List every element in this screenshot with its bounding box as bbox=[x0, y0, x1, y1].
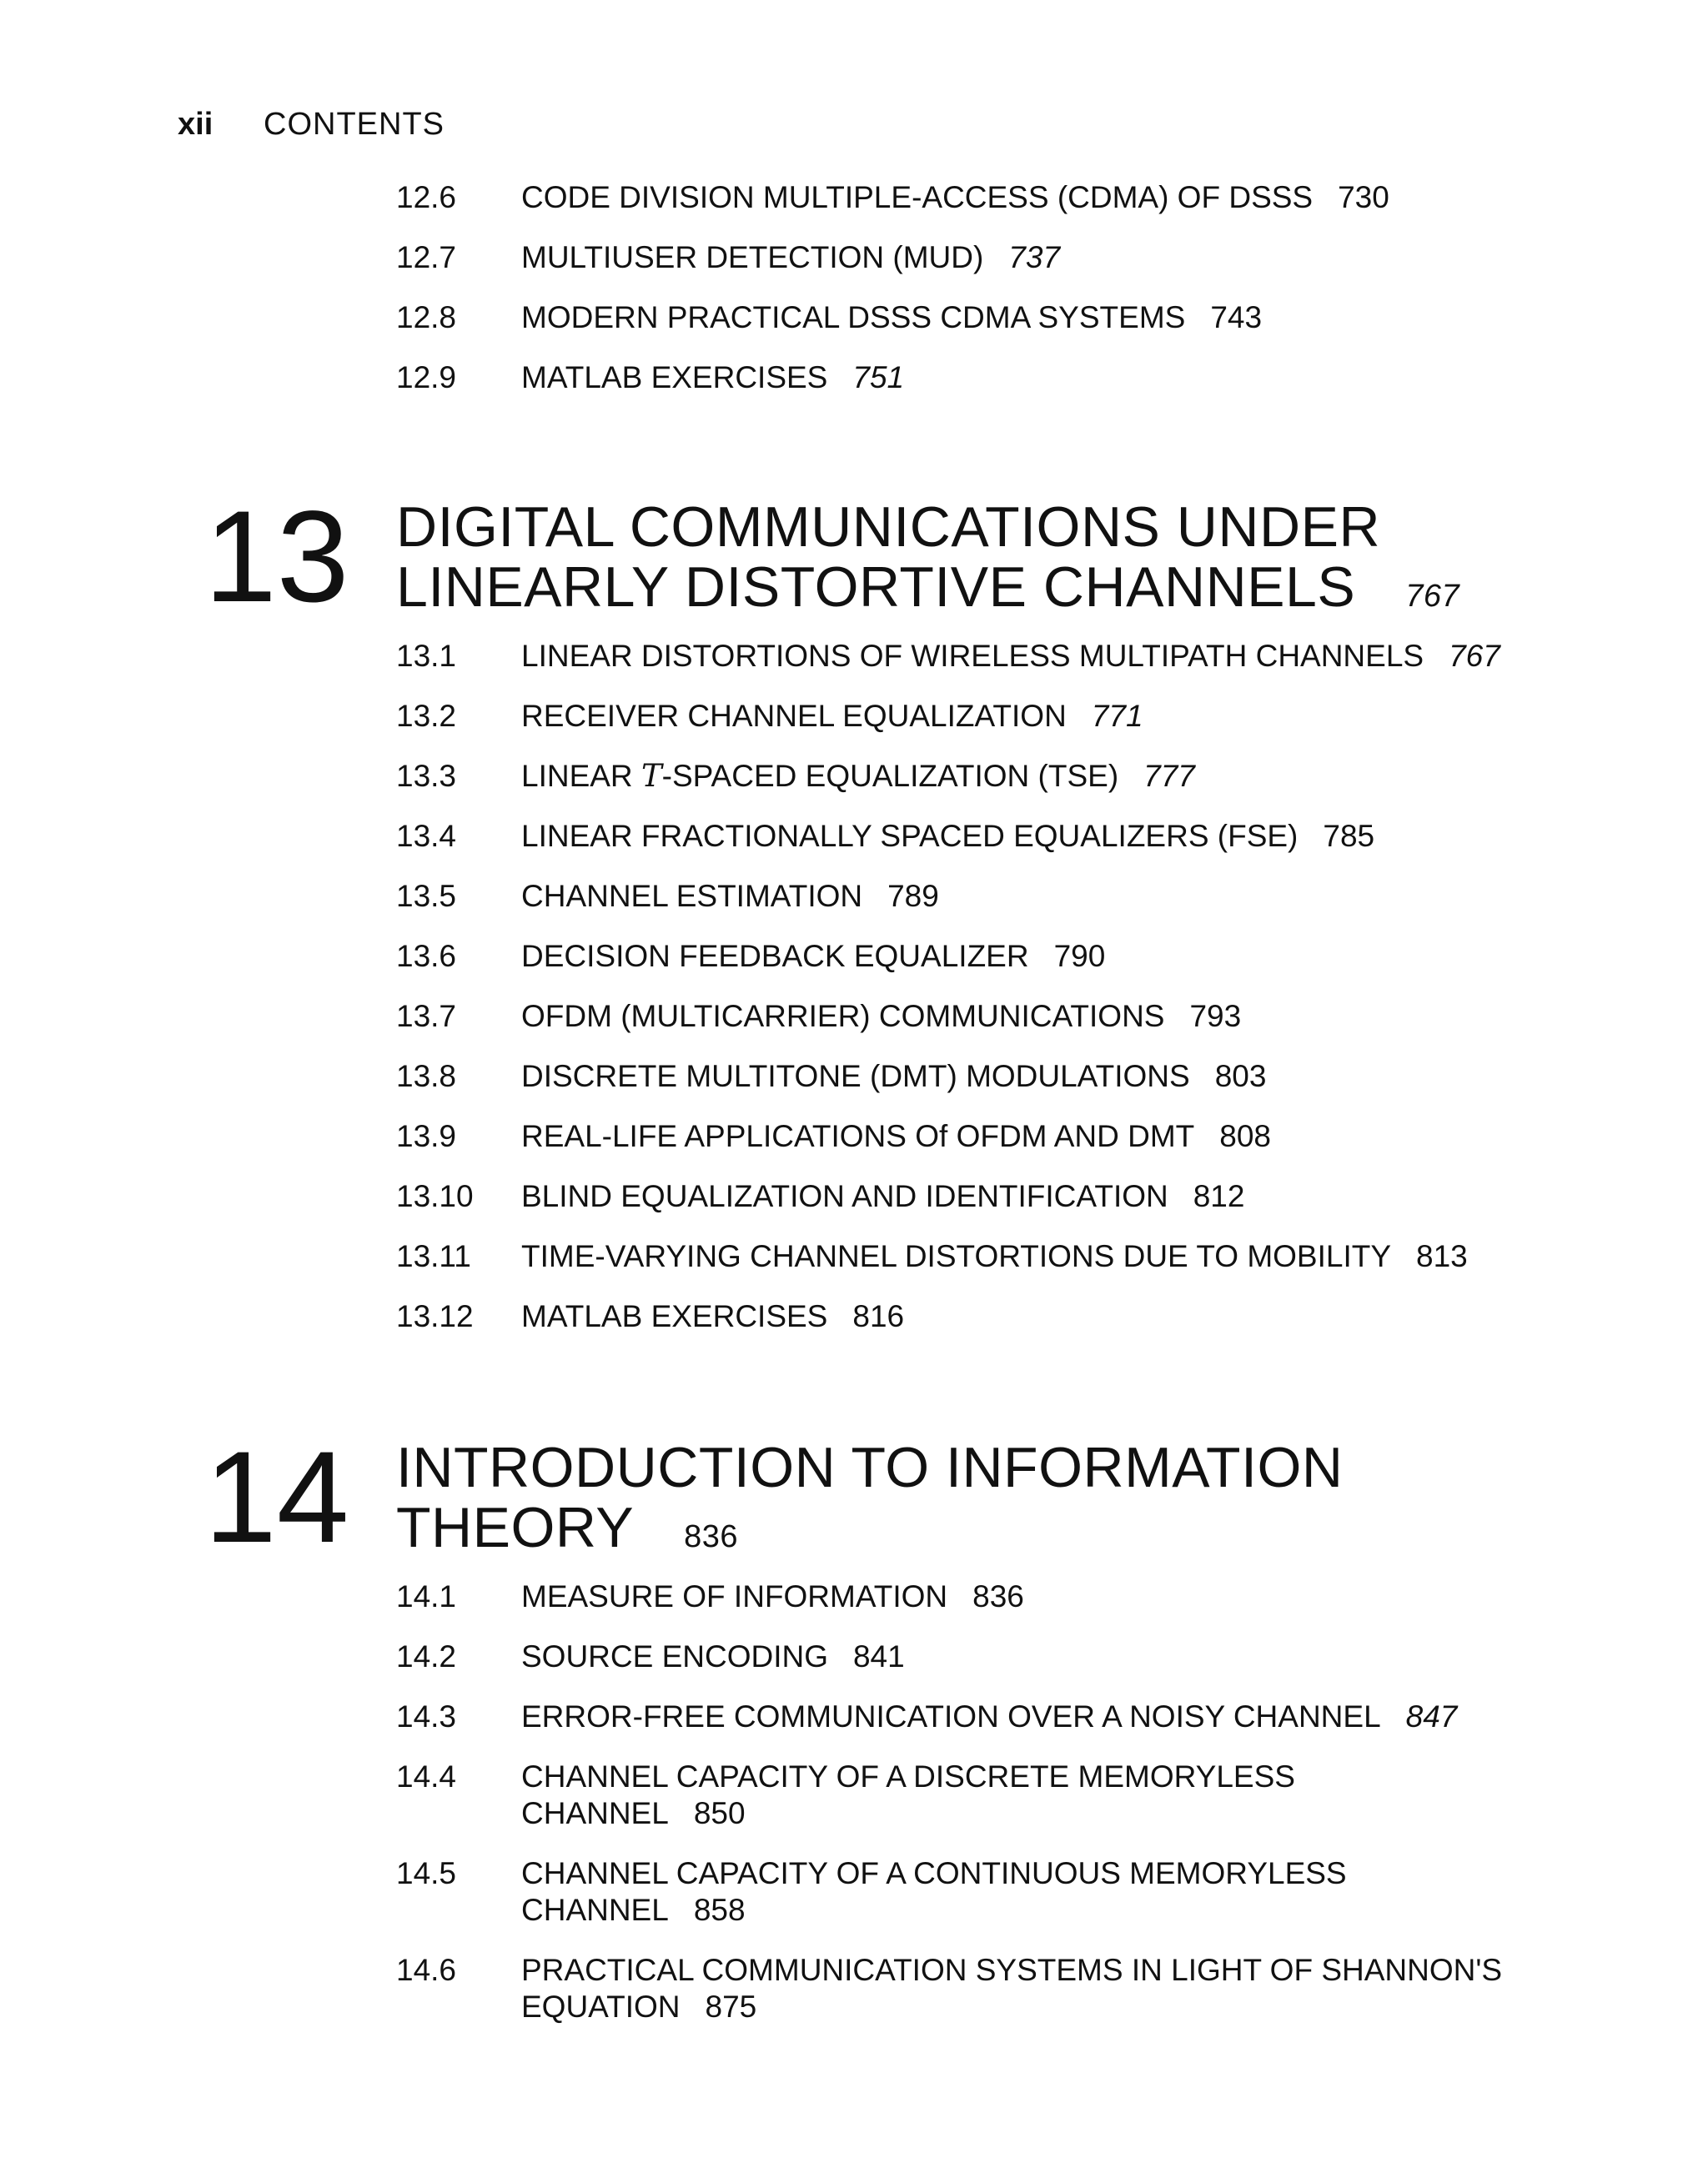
section-title-line2: CHANNEL bbox=[521, 1796, 669, 1830]
section-page: 789 bbox=[887, 879, 939, 913]
section-page: 847 bbox=[1405, 1699, 1458, 1734]
section-page: 751 bbox=[852, 360, 905, 394]
toc-entry[interactable] bbox=[396, 1699, 1547, 1735]
toc-entry[interactable] bbox=[396, 1855, 1547, 1929]
page-header bbox=[178, 107, 445, 143]
section-number: 14.4 bbox=[396, 1759, 457, 1794]
section-page: 812 bbox=[1193, 1179, 1245, 1213]
section-number: 13.5 bbox=[396, 879, 457, 913]
section-page: 743 bbox=[1210, 300, 1263, 334]
section-number: 14.2 bbox=[396, 1639, 457, 1674]
section-title-line1: PRACTICAL COMMUNICATION SYSTEMS IN LIGHT OF SHANNON'S bbox=[521, 1953, 1503, 1987]
section-page: 816 bbox=[852, 1299, 905, 1333]
chapter-number: 13 bbox=[204, 484, 349, 630]
chapter-number: 14 bbox=[204, 1425, 349, 1570]
section-title: DECISION FEEDBACK EQUALIZER bbox=[521, 939, 1029, 973]
section-number: 13.6 bbox=[396, 939, 457, 973]
toc-entry[interactable] bbox=[396, 818, 1547, 855]
toc-entry[interactable] bbox=[396, 878, 1547, 915]
toc-entry[interactable] bbox=[396, 299, 1547, 336]
toc-entry[interactable] bbox=[396, 998, 1547, 1035]
toc-entry[interactable] bbox=[396, 1238, 1547, 1275]
section-page: 808 bbox=[1219, 1119, 1272, 1153]
section-number: 13.3 bbox=[396, 759, 457, 793]
section-page: 771 bbox=[1091, 699, 1143, 733]
section-page: 785 bbox=[1323, 819, 1375, 853]
section-page: 813 bbox=[1416, 1239, 1468, 1273]
section-number: 14.6 bbox=[396, 1953, 457, 1987]
section-page: 737 bbox=[1008, 240, 1061, 274]
section-title: MULTIUSER DETECTION (MUD) bbox=[521, 240, 984, 274]
ch12-section-list bbox=[396, 179, 1547, 419]
section-title: LINEAR DISTORTIONS OF WIRELESS MULTIPATH CHANNELS bbox=[521, 639, 1424, 673]
section-number: 13.11 bbox=[396, 1239, 471, 1273]
section-page: 793 bbox=[1189, 999, 1242, 1033]
chapter-title: INTRODUCTION TO INFORMATION THEORY 836 bbox=[396, 1436, 1344, 1559]
section-number: 13.1 bbox=[396, 639, 457, 673]
section-number: 14.5 bbox=[396, 1856, 457, 1890]
section-title: LINEAR FRACTIONALLY SPACED EQUALIZERS (FSE) bbox=[521, 819, 1299, 853]
toc-entry[interactable] bbox=[396, 1058, 1547, 1095]
section-title: TIME-VARYING CHANNEL DISTORTIONS DUE TO MOBILITY bbox=[521, 1239, 1392, 1273]
section-title: SOURCE ENCODING bbox=[521, 1639, 828, 1674]
section-title-line1: CHANNEL CAPACITY OF A DISCRETE MEMORYLESS bbox=[521, 1759, 1295, 1794]
section-page: 790 bbox=[1053, 939, 1106, 973]
chapter-page: 767 bbox=[1405, 579, 1460, 614]
toc-entry[interactable] bbox=[396, 1952, 1547, 2025]
section-number: 14.3 bbox=[396, 1699, 457, 1734]
section-title: CODE DIVISION MULTIPLE-ACCESS (CDMA) OF DSSS bbox=[521, 180, 1314, 214]
section-title: LINEAR T-SPACED EQUALIZATION (TSE) bbox=[521, 758, 1119, 794]
toc-entry[interactable] bbox=[396, 1759, 1547, 1832]
section-title: MATLAB EXERCISES bbox=[521, 1299, 828, 1333]
toc-entry[interactable] bbox=[396, 938, 1547, 975]
section-number: 13.7 bbox=[396, 999, 457, 1033]
chapter-title: DIGITAL COMMUNICATIONS UNDER LINEARLY DISTORTIVE CHANNELS 767 bbox=[396, 495, 1460, 619]
section-title: CHANNEL ESTIMATION bbox=[521, 879, 863, 913]
section-number: 13.12 bbox=[396, 1299, 474, 1333]
toc-entry[interactable] bbox=[396, 179, 1547, 216]
section-page: 777 bbox=[1143, 759, 1195, 793]
section-number: 13.2 bbox=[396, 699, 457, 733]
toc-entry[interactable] bbox=[396, 239, 1547, 276]
page-number: xii bbox=[178, 107, 214, 142]
section-number: 12.9 bbox=[396, 360, 457, 394]
toc-entry[interactable] bbox=[396, 758, 1547, 795]
section-title: RECEIVER CHANNEL EQUALIZATION bbox=[521, 699, 1067, 733]
section-number: 12.8 bbox=[396, 300, 457, 334]
ch13-section-list bbox=[396, 638, 1547, 1358]
toc-entry[interactable] bbox=[396, 1118, 1547, 1155]
section-title-line1: CHANNEL CAPACITY OF A CONTINUOUS MEMORYLESS bbox=[521, 1856, 1347, 1890]
section-page: 875 bbox=[705, 1990, 757, 2024]
section-title: ERROR-FREE COMMUNICATION OVER A NOISY CHANNEL bbox=[521, 1699, 1381, 1734]
running-title: CONTENTS bbox=[264, 107, 445, 142]
section-title: BLIND EQUALIZATION AND IDENTIFICATION bbox=[521, 1179, 1168, 1213]
section-page: 730 bbox=[1338, 180, 1389, 214]
section-number: 12.7 bbox=[396, 240, 457, 274]
toc-entry[interactable] bbox=[396, 1639, 1547, 1675]
section-number: 13.9 bbox=[396, 1119, 457, 1153]
section-title: OFDM (MULTICARRIER) COMMUNICATIONS bbox=[521, 999, 1165, 1033]
section-title-line2: EQUATION bbox=[521, 1990, 681, 2024]
section-page: 767 bbox=[1449, 639, 1500, 673]
toc-entry[interactable] bbox=[396, 698, 1547, 735]
section-page: 858 bbox=[693, 1893, 746, 1927]
toc-entry[interactable] bbox=[396, 359, 1547, 396]
toc-entry[interactable] bbox=[396, 1178, 1547, 1215]
section-page: 836 bbox=[972, 1579, 1024, 1613]
section-number: 13.10 bbox=[396, 1179, 474, 1213]
toc-entry[interactable] bbox=[396, 1578, 1547, 1615]
toc-entry[interactable] bbox=[396, 1298, 1547, 1335]
section-page: 850 bbox=[693, 1796, 746, 1830]
section-title: MEASURE OF INFORMATION bbox=[521, 1579, 948, 1613]
section-number: 13.4 bbox=[396, 819, 457, 853]
section-title-line2: CHANNEL bbox=[521, 1893, 669, 1927]
section-page: 803 bbox=[1214, 1059, 1267, 1093]
section-page: 841 bbox=[852, 1639, 905, 1674]
section-number: 13.8 bbox=[396, 1059, 457, 1093]
section-title: MODERN PRACTICAL DSSS CDMA SYSTEMS bbox=[521, 300, 1186, 334]
section-number: 12.6 bbox=[396, 180, 457, 214]
math-t: T bbox=[640, 758, 662, 794]
section-number: 14.1 bbox=[396, 1579, 457, 1613]
ch14-section-list bbox=[396, 1578, 1547, 2049]
section-title: MATLAB EXERCISES bbox=[521, 360, 828, 394]
section-title: DISCRETE MULTITONE (DMT) MODULATIONS bbox=[521, 1059, 1190, 1093]
section-title: REAL-LIFE APPLICATIONS Of OFDM AND DMT bbox=[521, 1119, 1195, 1153]
chapter-page: 836 bbox=[684, 1519, 739, 1554]
toc-entry[interactable] bbox=[396, 638, 1547, 675]
